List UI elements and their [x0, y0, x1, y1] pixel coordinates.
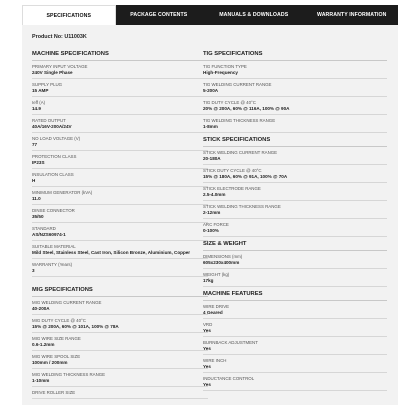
- spec-row: [32, 133, 208, 151]
- spec-row: [203, 115, 387, 133]
- mig-specs-list: [32, 297, 208, 399]
- spec-label: WEIGHT (kg): [203, 272, 230, 277]
- spec-value: 240V Single Phase: [32, 70, 73, 75]
- tab-bar: [22, 5, 398, 25]
- spec-value: 3: [32, 268, 35, 273]
- spec-value: 40-200A: [32, 306, 50, 311]
- tab-manuals-downloads[interactable]: MANUALS & DOWNLOADS: [219, 12, 289, 18]
- spec-value: 5-200A: [203, 88, 219, 93]
- spec-row: [203, 355, 387, 373]
- spec-value: 14.9: [32, 106, 41, 111]
- spec-row: [203, 147, 387, 165]
- spec-value: 15% @ 200A, 60% @ 101A, 100% @ 78A: [32, 324, 119, 329]
- machine-specs-list: [32, 61, 208, 277]
- stick-specs-list: [203, 147, 387, 237]
- size-weight-list: [203, 251, 387, 287]
- spec-value: 17kg: [203, 278, 214, 283]
- spec-value: 20-180A: [203, 156, 221, 161]
- spec-label: DRIVE ROLLER SIZE: [32, 390, 76, 395]
- spec-row: [32, 97, 208, 115]
- spec-row: [32, 223, 208, 241]
- spec-label: TIG WELDING THICKNESS RANGE: [203, 118, 276, 123]
- section-title: STICK SPECIFICATIONS: [203, 133, 387, 147]
- product-number: Product No: U11003K: [32, 34, 87, 40]
- spec-value: 2.5-4.0mm: [203, 192, 226, 197]
- spec-row: [32, 387, 208, 399]
- spec-row: [203, 97, 387, 115]
- spec-label: DIMENSIONS (mm): [203, 254, 243, 259]
- spec-label: VRD: [203, 322, 213, 327]
- spec-row: [32, 151, 208, 169]
- spec-label: STICK ELECTRODE RANGE: [203, 186, 261, 191]
- left-column: [32, 47, 208, 399]
- section-title: SIZE & WEIGHT: [203, 237, 387, 251]
- spec-row: [32, 333, 208, 351]
- section-title: TIG SPECIFICATIONS: [203, 47, 387, 61]
- spec-value: 35/50: [32, 214, 44, 219]
- spec-row: [32, 315, 208, 333]
- spec-label: SUPPLY PLUG: [32, 82, 63, 87]
- spec-label: PROTECTION CLASS: [32, 154, 77, 159]
- spec-row: [203, 61, 387, 79]
- spec-value: 11.0: [32, 196, 41, 201]
- spec-label: WARRANTY (Years): [32, 262, 73, 267]
- spec-row: [203, 269, 387, 287]
- spec-row: [203, 79, 387, 97]
- spec-row: [203, 373, 387, 391]
- spec-value: 20% @ 200A, 60% @ 116A, 100% @ 90A: [203, 106, 290, 111]
- spec-label: STANDARD: [32, 226, 56, 231]
- tab-specifications[interactable]: SPECIFICATIONS: [22, 5, 116, 25]
- spec-row: [32, 187, 208, 205]
- spec-value: AS/NZS60974-1: [32, 232, 66, 237]
- spec-label: BURNBACK ADJUSTMENT: [203, 340, 258, 345]
- spec-row: [32, 115, 208, 133]
- spec-label: INSULATION CLASS: [32, 172, 74, 177]
- spec-row: [203, 201, 387, 219]
- product-tabs-widget: [22, 5, 398, 405]
- spec-row: [203, 337, 387, 355]
- spec-row: [32, 297, 208, 315]
- spec-row: [203, 165, 387, 183]
- right-column: [203, 47, 387, 391]
- spec-label: MINIMUM GENERATOR (kVA): [32, 190, 93, 195]
- spec-label: TIG WELDING CURRENT RANGE: [203, 82, 272, 87]
- section-title: MIG SPECIFICATIONS: [32, 283, 208, 297]
- spec-label: MIG DUTY CYCLE @ 40°C: [32, 318, 86, 323]
- spec-label: WIRE DRIVE: [203, 304, 230, 309]
- spec-label: PRIMARY INPUT VOLTAGE: [32, 64, 88, 69]
- spec-row: [203, 183, 387, 201]
- spec-row: [32, 205, 208, 223]
- spec-row: [203, 219, 387, 237]
- spec-row: [32, 79, 208, 97]
- spec-label: RATED OUTPUT: [32, 118, 66, 123]
- spec-value: Yes: [203, 364, 211, 369]
- spec-value: 77: [32, 142, 38, 147]
- spec-label: INDUCTANCE CONTROL: [203, 376, 255, 381]
- spec-value: Yes: [203, 346, 211, 351]
- spec-label: Ieff (A): [32, 100, 46, 105]
- spec-value: 15 AMP: [32, 88, 49, 93]
- spec-value: 15% @ 180A, 60% @ 91A, 100% @ 70A: [203, 174, 288, 179]
- spec-row: [32, 61, 208, 79]
- tab-warranty-information[interactable]: WARRANTY INFORMATION: [316, 12, 387, 18]
- spec-row: [32, 259, 208, 277]
- spec-value: 100mm / 200mm: [32, 360, 68, 365]
- specifications-panel: [22, 25, 398, 405]
- spec-value: 1-8mm: [203, 124, 218, 129]
- section-title: MACHINE SPECIFICATIONS: [32, 47, 208, 61]
- spec-label: ARC FORCE: [203, 222, 229, 227]
- spec-label: STICK WELDING THICKNESS RANGE: [203, 204, 281, 209]
- spec-value: 605x230x400mm: [203, 260, 240, 265]
- spec-row: [32, 369, 208, 387]
- spec-label: STICK WELDING CURRENT RANGE: [203, 150, 278, 155]
- spec-label: TIG DUTY CYCLE @ 40°C: [203, 100, 256, 105]
- spec-row: [32, 241, 208, 259]
- spec-label: MIG WIRE SIZE RANGE: [32, 336, 81, 341]
- tab-package-contents[interactable]: PACKAGE CONTENTS: [130, 12, 188, 18]
- spec-value: H: [32, 178, 36, 183]
- spec-label: DINSE CONNECTOR: [32, 208, 75, 213]
- spec-label: MIG WELDING CURRENT RANGE: [32, 300, 102, 305]
- spec-label: TIG FUNCTION TYPE: [203, 64, 247, 69]
- spec-label: MIG WIRE SPOOL SIZE: [32, 354, 81, 359]
- spec-value: Mild Steel, Stainless Steel, Cast Iron, Silicon Bronze, Aluminium, Copper: [32, 250, 191, 255]
- spec-row: [203, 319, 387, 337]
- spec-label: NO LOAD VOLTAGE (V): [32, 136, 81, 141]
- spec-value: 0-100%: [203, 228, 219, 233]
- spec-row: [32, 169, 208, 187]
- spec-value: 40A/16V-200A/24V: [32, 124, 72, 129]
- spec-label: SUITABLE MATERIAL: [32, 244, 76, 249]
- spec-value: 1-10mm: [32, 378, 50, 383]
- spec-label: STICK DUTY CYCLE @ 40°C: [203, 168, 262, 173]
- section-title: MACHINE FEATURES: [203, 287, 387, 301]
- spec-value: Yes: [203, 328, 211, 333]
- spec-value: IP23S: [32, 160, 45, 165]
- spec-row: [203, 301, 387, 319]
- spec-value: 0.6-1.2mm: [32, 342, 55, 347]
- spec-value: 4 Geared: [203, 310, 223, 315]
- spec-row: [203, 251, 387, 269]
- spec-value: High-Frequency: [203, 70, 238, 75]
- spec-label: MIG WELDING THICKNESS RANGE: [32, 372, 106, 377]
- spec-row: [32, 351, 208, 369]
- tig-specs-list: [203, 61, 387, 133]
- machine-features-list: [203, 301, 387, 391]
- spec-label: WIRE INCH: [203, 358, 227, 363]
- spec-value: Yes: [203, 382, 211, 387]
- spec-value: 2-12mm: [203, 210, 221, 215]
